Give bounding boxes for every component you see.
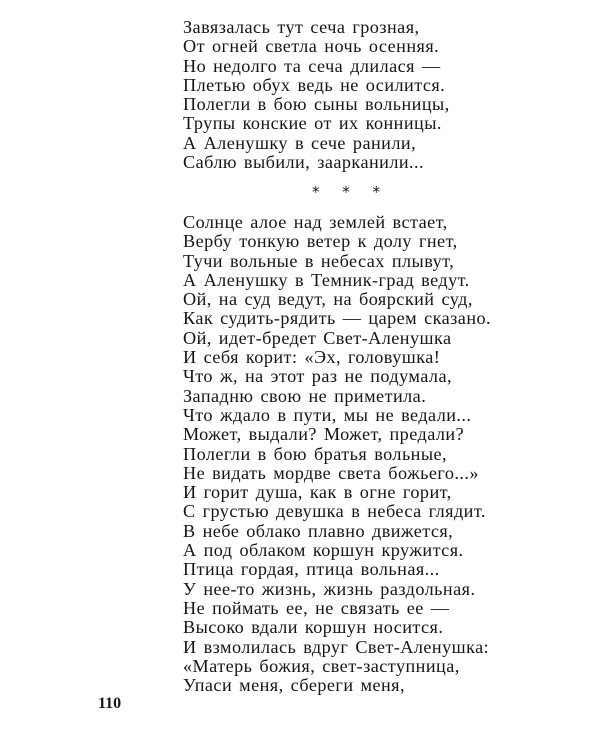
verse-line: «Матерь божия, свет-заступница, — [183, 655, 460, 676]
verse-line: И себя корит: «Эх, головушка! — [183, 347, 441, 368]
verse-line: Вербу тонкую ветер к долу гнет, — [183, 231, 458, 252]
verse-line: А Аленушку в Темник-град ведут. — [183, 269, 470, 290]
verse-line: Завязалась тут сеча грозная, — [183, 17, 420, 37]
verse-line: Плетью обух ведь не осилится. — [183, 74, 446, 95]
verse-line: В небе облако плавно движется, — [183, 520, 454, 541]
verse-line: А под облаком коршун кружится. — [183, 540, 464, 561]
stanza-1 — [183, 18, 450, 172]
page-number: 110 — [98, 695, 122, 712]
verse-line: И взмолилась вдруг Свет-Аленушка: — [183, 636, 490, 657]
verse-line: Но недолго та сеча длилася — — [183, 55, 441, 76]
verse-line: Упаси меня, сбереги меня, — [183, 675, 405, 696]
verse-line: Не видать мордве света божьего...» — [183, 462, 479, 483]
verse-line: От огней светла ночь осенняя. — [183, 36, 440, 57]
verse-line: Ой, на суд ведут, на боярский суд, — [183, 289, 473, 310]
stanza-separator: * * * — [312, 183, 390, 201]
verse-line: А Аленушку в сече ранили, — [183, 132, 417, 153]
verse-line: Ой, идет-бредет Свет-Аленушка — [183, 327, 452, 348]
verse-line: Тучи вольные в небесах плывут, — [183, 250, 455, 271]
verse-line: Может, выдали? Может, предали? — [183, 424, 465, 445]
verse-line: С грустью девушка в небеса глядит. — [183, 501, 486, 522]
verse-line: Не поймать ее, не связать ее — — [183, 597, 450, 618]
verse-line: Что ждало в пути, мы не ведали... — [183, 404, 472, 425]
verse-line: Как судить-рядить — царем сказано. — [183, 308, 492, 329]
verse-line: Трупы конские от их конницы. — [183, 113, 442, 134]
stanza-2 — [183, 213, 491, 695]
verse-line: У нее-то жизнь, жизнь раздольная. — [183, 578, 476, 599]
verse-line: Птица гордая, птица вольная... — [183, 559, 440, 580]
verse-line: Полегли в бою сыны вольницы, — [183, 94, 450, 115]
verse-line: Что ж, на этот раз не подумала, — [183, 366, 452, 387]
verse-line: Саблю выбили, заарканили... — [183, 152, 425, 173]
verse-line: Полегли в бою братья вольные, — [183, 443, 448, 464]
verse-line: Западню свою не приметила. — [183, 385, 427, 406]
verse-line: И горит душа, как в огне горит, — [183, 482, 452, 503]
verse-line: Высоко вдали коршун носится. — [183, 617, 444, 638]
verse-line: Солнце алое над землей встает, — [183, 212, 448, 232]
